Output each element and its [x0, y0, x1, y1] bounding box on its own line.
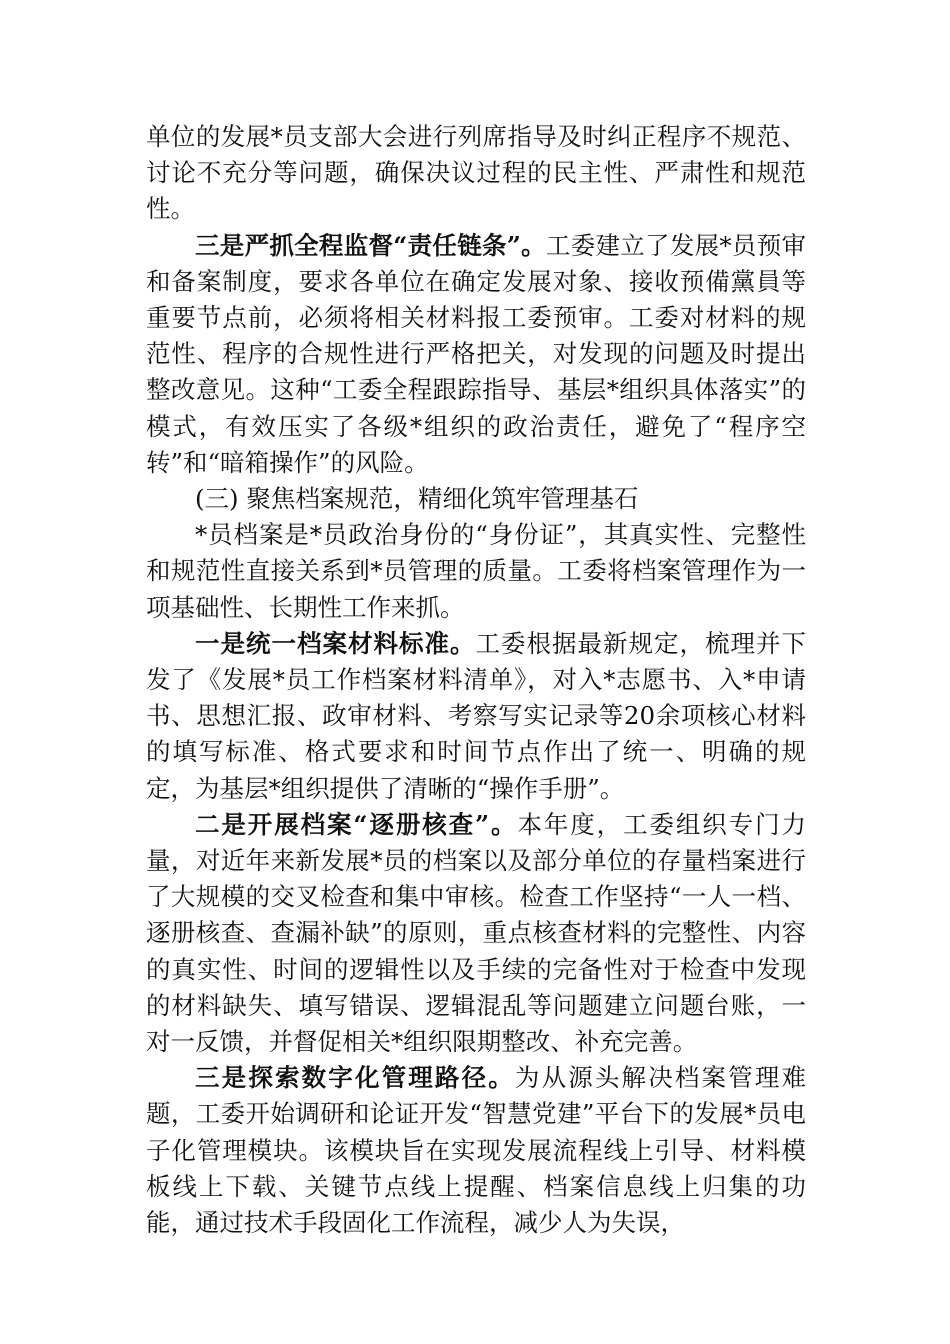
paragraph-text: *员档案是*员政治身份的“身份证”，其真实性、完整性和规范性直接关系到*员管理的质量。工委将档案管理作为一项基础性、长期性工作来抓。 [146, 520, 806, 622]
paragraph-archive-check [146, 807, 806, 1060]
paragraph-lead: 三是严抓全程监督“责任链条”。 [195, 230, 546, 260]
paragraph-responsibility-chain [146, 228, 806, 481]
paragraph-text: 本年度，工委组织专门力量，对近年来新发展*员的档案以及部分单位的存量档案进行了大规模的交叉检查和集中审核。检查工作坚持“一人一档、逐册核查、查漏补缺”的原则，重点核查材料的完整性、内容的真实性、时间的逻辑性以及手续的完备性对于检查中发现的材料缺失、填写错误、逻辑混乱等问题建立问题台账，一对一反馈，并督促相关*组织限期整改、补充完善。 [146, 809, 807, 1057]
paragraph-text: 工委建立了发展*员预审和备案制度，要求各单位在确定发展对象、接收预備黨員等重要节点前，必须将相关材料报工委预审。工委对材料的规范性、程序的合规性进行严格把关，对发现的问题及时提出整改意见。这种“工委全程跟踪指导、基层*组织具体落实”的模式，有效压实了各级*组织的政治责任，避免了“程序空转”和“暗箱操作”的风险。 [146, 230, 806, 477]
paragraph-lead: 二是开展档案“逐册核查”。 [195, 809, 518, 839]
paragraph-digital-management [146, 1060, 806, 1241]
paragraph-lead: 一是统一档案材料标准。 [195, 628, 476, 658]
section-heading-text: (三) 聚焦档案规范，精细化筑牢管理基石 [195, 484, 639, 514]
paragraph-text: 单位的发展*员支部大会进行列席指导及时纠正程序不规范、讨论不充分等问题，确保决议过程的民主性、严肃性和规范性。 [146, 122, 806, 224]
paragraph-text: 为从源头解决档案管理难题，工委开始调研和论证开发“智慧党建”平台下的发展*员电子化管理模块。该模块旨在实现发展流程线上引导、材料模板线上下载、关键节点线上提醒、档案信息线上归集的功能，通过技术手段固化工作流程，减少人为失误， [146, 1063, 807, 1238]
paragraph-unified-standard [146, 626, 806, 807]
paragraph-archive-intro [146, 517, 806, 626]
paragraph-lead: 三是探索数字化管理路径。 [195, 1063, 515, 1093]
section-heading [146, 481, 806, 517]
paragraph-continuation [146, 119, 806, 228]
paragraph-text: 工委根据最新规定，梳理并下发了《发展*员工作档案材料清单》，对入*志愿书、入*申请书、思想汇报、政审材料、考察写实记录等20余项核心材料的填写标准、格式要求和时间节点作出了统一、明确的规定，为基层*组织提供了清晰的“操作手册”。 [146, 628, 806, 803]
document-body [146, 119, 806, 1241]
